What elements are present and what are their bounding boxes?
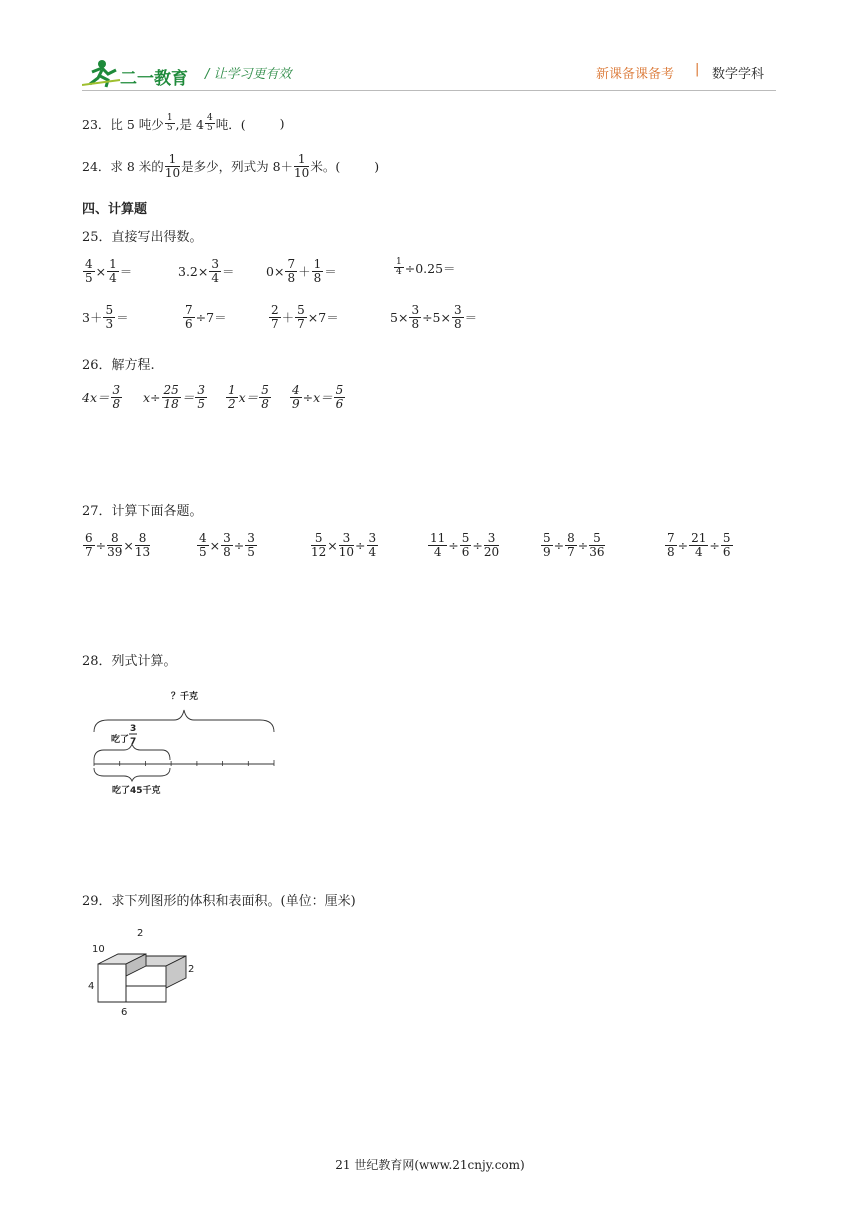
tape-diagram	[86, 686, 286, 796]
expression: $\frac{7}{6}$ ÷7＝	[185, 303, 227, 331]
bottom-brace	[94, 768, 170, 781]
header-course: 新课备课备考	[596, 67, 675, 82]
question-27-title: 27．计算下面各题。	[82, 504, 203, 519]
header-rule	[82, 90, 776, 91]
eaten-label: 吃了	[111, 735, 130, 745]
step-solid-figure	[86, 922, 206, 1022]
question-25-title: 25．直接写出得数。	[82, 230, 203, 245]
top-brace	[94, 710, 274, 732]
question-23: 23．比 5 吨少 $\frac{1}{5}$ ,是 4 $\frac{4}{5}$ 吨．( )	[82, 113, 285, 134]
runner-logo-icon	[82, 58, 122, 88]
q27-expression: $\frac{6}{7}$ ÷ $\frac{8}{39}$ × $\frac{8}{13}$	[85, 531, 151, 559]
header-separator: |	[695, 62, 700, 77]
tape-ticks	[94, 760, 274, 766]
q27-expression: $\frac{5}{12}$ × $\frac{3}{10}$ ÷ $\frac{3}{4}$	[311, 531, 377, 559]
fraction: $\frac{4}{5}$	[206, 113, 213, 134]
q27-expression: $\frac{7}{8}$ ÷ $\frac{21}{4}$ ÷ $\frac{5}{6}$	[667, 531, 731, 559]
expression: 0× $\frac{7}{8}$ ＋ $\frac{1}{8}$ ＝	[266, 257, 337, 285]
equation: $\frac{4}{9}$ ÷x＝ $\frac{5}{6}$	[292, 383, 344, 411]
expression: 5× $\frac{3}{8}$ ÷5× $\frac{3}{8}$ ＝	[390, 303, 478, 331]
bottom-label: 吃了45千克	[112, 786, 161, 796]
dim-side: 4	[88, 981, 95, 992]
q27-expression: $\frac{4}{5}$ × $\frac{3}{8}$ ÷ $\frac{3}{5}$	[199, 531, 255, 559]
header-subject: 数学学科	[712, 67, 765, 82]
footer-text: 21 世纪教育网(www.21cnjy.com)	[335, 1158, 525, 1172]
dim-height: 10	[92, 944, 105, 955]
expression: $\frac{4}{5}$ × $\frac{1}{4}$ ＝	[85, 257, 133, 285]
fraction: $\frac{1}{10}$	[294, 152, 310, 180]
question-28-title: 28．列式计算。	[82, 654, 177, 669]
expression: $\frac{1}{4}$ ÷0.25＝	[396, 257, 456, 278]
fraction-numerator: 3	[130, 724, 137, 734]
expression: $\frac{2}{7}$ ＋ $\frac{5}{7}$ ×7＝	[271, 303, 339, 331]
header-logo	[82, 58, 202, 88]
fraction: $\frac{1}{10}$	[164, 152, 181, 180]
equation: 4x＝ $\frac{3}{8}$	[82, 383, 121, 411]
question-29-title: 29．求下列图形的体积和表面积。(单位：厘米)	[82, 894, 356, 909]
logo-text: 二一教育	[120, 69, 188, 89]
expression: 3＋ $\frac{5}{3}$ ＝	[82, 303, 129, 331]
q27-expression: $\frac{5}{9}$ ÷ $\frac{8}{7}$ ÷ $\frac{5}{36}$	[543, 531, 605, 559]
header-slogan: / 让学习更有效	[205, 67, 292, 82]
question-26-title: 26．解方程.	[82, 358, 155, 373]
total-label: ？千克	[171, 692, 199, 702]
expression: 3.2× $\frac{3}{4}$ ＝	[178, 257, 235, 285]
fraction: $\frac{1}{5}$	[166, 113, 173, 134]
q27-expression: $\frac{11}{4}$ ÷ $\frac{5}{6}$ ÷ $\frac{3}{20}$	[430, 531, 500, 559]
dim-base: 6	[121, 1007, 128, 1018]
dim-right-depth: 2	[188, 964, 195, 975]
question-24: 24．求 8 米的 $\frac{1}{10}$ 是多少，列式为 8＋ $\frac{1}{10}$ 米。( )	[82, 152, 380, 180]
equation: $\frac{1}{2}$ x＝ $\frac{5}{8}$	[228, 383, 269, 411]
section-title: 四、计算题	[82, 202, 148, 217]
fraction-denominator: 7	[130, 737, 137, 747]
dim-top-width: 2	[137, 928, 144, 939]
equation: x÷ $\frac{25}{18}$ ＝ $\frac{3}{5}$	[143, 383, 205, 411]
